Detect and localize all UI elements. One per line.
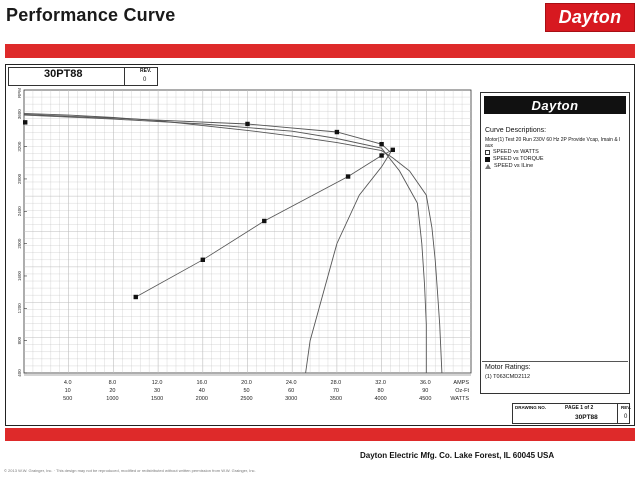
drawing-no-label: DRAWING NO. [515,405,546,410]
page-title: Performance Curve [6,5,176,25]
title-block-rev-value: 0 [624,414,628,420]
top-red-band [5,44,635,58]
x-tick-label: 28.0 [330,380,342,386]
data-point-marker [335,130,339,134]
filled-square-icon [485,157,490,162]
x-tick-label: 4500 [419,396,432,402]
data-point-marker [346,174,350,178]
panel-logo-text: Dayton [531,97,579,113]
rev-value: 0 [143,77,147,83]
x-tick-label: 70 [332,388,339,394]
x-tick-label: 60 [288,388,295,394]
curve-descriptions-title: Curve Descriptions: [485,127,547,134]
legend-label-iline: SPEED vs ILine [494,163,534,169]
x-tick-label: 32.0 [375,380,386,386]
motor-ratings-text: (1) T063CMD2112 [485,374,531,380]
ratings-divider [482,361,628,362]
model-box [8,67,158,86]
x-axis-unit-label: WATTS [450,396,469,402]
x-tick-label: 1500 [150,396,164,402]
y-tick-label: 800 [17,336,22,345]
y-tick-label: 2000 [17,238,22,249]
rev-label: REV. [140,68,152,74]
data-point-marker [379,142,383,146]
y-tick-label: 3600 [17,109,22,120]
y-tick-label: 2400 [17,206,22,217]
data-point-marker [23,120,27,124]
legend-item-torque [485,156,544,162]
data-point-marker [245,122,249,126]
y-tick-label: 2800 [17,173,22,184]
legend-item-iline [485,163,533,169]
x-tick-label: 20 [109,388,116,394]
x-tick-label: 80 [377,388,384,394]
x-tick-label: 4.0 [63,380,72,386]
x-tick-label: 8.0 [108,380,117,386]
x-tick-label: 20.0 [241,380,252,386]
y-tick-label: 1600 [17,270,22,281]
logo-text: Dayton [558,7,622,27]
x-tick-label: 1000 [106,396,119,402]
x-tick-label: 3500 [329,396,343,402]
drawing-no-value: 30PT88 [575,414,598,421]
legend-label-watts: SPEED vs WATTS [493,149,539,155]
data-point-marker [201,258,205,262]
x-tick-label: 30 [154,388,161,394]
curve-descriptions-text: Motor(1) Test 20 Run 230V 60 Hz 2P Provide Vcap, Imain & I aux [485,137,621,149]
title-block-rev-label: REV. [621,405,632,410]
x-tick-label: 12.0 [151,380,163,386]
x-axis-unit-label: Oz-Ft [455,388,469,394]
performance-chart [16,87,480,403]
x-tick-label: 24.0 [285,380,297,386]
x-tick-label: 4000 [374,396,387,402]
x-tick-label: 36.0 [419,380,431,386]
copyright-notice: © 2013 W.W. Grainger, Inc. · This design may not be reproduced, modified or redistributed without written permission from W.W. Grainger, Inc. [4,468,256,473]
panel-dayton-logo [484,96,626,114]
y-tick-label: 400 [17,369,22,377]
triangle-icon [485,164,491,169]
bottom-red-band [5,428,635,441]
legend-label-torque: SPEED vs TORQUE [493,156,544,162]
y-axis-label: RPM [17,88,22,98]
data-point-marker [262,219,266,223]
company-address: Dayton Electric Mfg. Co. Lake Forest, IL 60045 USA [360,451,555,460]
x-tick-label: 500 [63,396,73,402]
open-square-icon [485,150,490,155]
y-tick-label: 1200 [17,303,22,314]
x-tick-label: 40 [198,388,205,394]
data-point-marker [379,153,383,157]
x-tick-label: 3000 [285,396,298,402]
motor-ratings-title: Motor Ratings: [485,364,531,371]
title-block-divider [617,403,618,424]
x-tick-label: 2000 [195,396,208,402]
y-tick-label: 3200 [17,141,22,152]
legend-item-watts [485,149,539,155]
dayton-logo [545,3,635,32]
x-tick-label: 90 [422,388,429,394]
data-point-marker [134,295,138,299]
page-indicator: PAGE 1 of 2 [565,405,594,411]
x-tick-label: 2500 [240,396,253,402]
model-number: 30PT88 [44,68,83,80]
x-axis-unit-label: AMPS [453,380,469,386]
model-box-divider [124,67,125,86]
x-tick-label: 10 [64,388,71,394]
data-point-marker [391,148,395,152]
x-tick-label: 50 [243,388,250,394]
x-tick-label: 16.0 [196,380,208,386]
